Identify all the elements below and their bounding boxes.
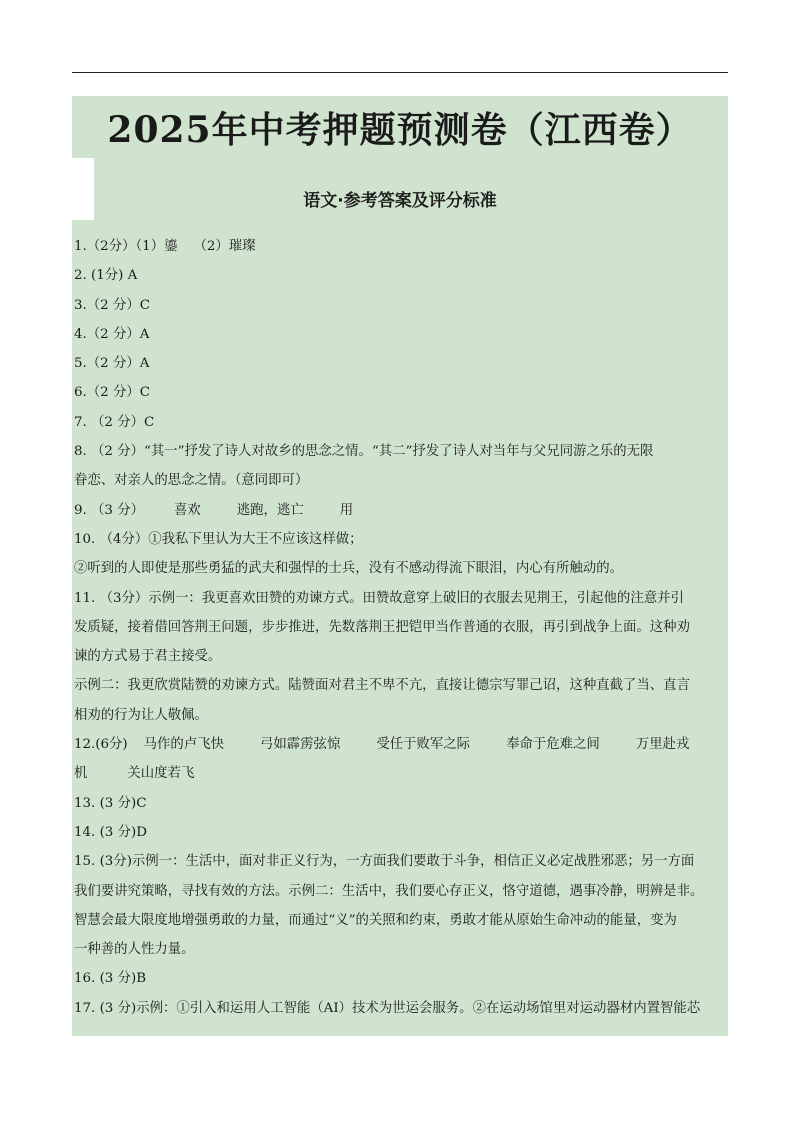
- item-number: 10.: [74, 531, 96, 547]
- item-number: 17.: [74, 1000, 96, 1016]
- item-answer-line: 示例：①引入和运用人工智能（AI）技术为世运会服务。②在运动场馆里对运动器材内置智能芯: [136, 1000, 701, 1016]
- answer-item-11: [74, 584, 726, 613]
- answer-item-1: [74, 232, 726, 261]
- item-answer-line: 我们要讲究策略，寻找有效的方法。示例二：生活中，我们要心存正义，恪守道德，遇事冷静，明辨是非。: [74, 883, 704, 899]
- answer-item-17: [74, 994, 726, 1023]
- item-number: 16.: [74, 971, 96, 987]
- item-score: （4分）: [99, 531, 149, 547]
- answer-list: [74, 232, 726, 1023]
- item-answer: 受任于败军之际: [376, 737, 471, 753]
- item-number: 2.: [74, 268, 87, 284]
- item-answer: 机: [74, 766, 88, 782]
- answer-item-8-cont: [74, 466, 726, 495]
- item-score: (3分): [99, 854, 132, 870]
- item-answer: D: [136, 824, 147, 840]
- answer-item-15-cont: [74, 935, 726, 964]
- item-number: 7.: [74, 414, 87, 430]
- answer-item-11-cont: [74, 613, 726, 642]
- answer-item-12: [74, 730, 726, 759]
- item-answer-line: 一种善的人性力量。: [74, 942, 195, 958]
- item-score: （3分）: [99, 590, 149, 606]
- item-number: 14.: [74, 824, 96, 840]
- item-score: (3 分): [99, 824, 137, 840]
- answer-item-3: [74, 291, 726, 320]
- item-score: （3 分）: [91, 502, 144, 518]
- item-answer: 奉命于危难之间: [506, 737, 600, 753]
- item-score: (3 分): [99, 971, 137, 987]
- item-answer: 喜欢: [174, 502, 201, 518]
- answer-item-8: [74, 437, 726, 466]
- answer-item-7: [74, 408, 726, 437]
- answer-item-9: [74, 496, 726, 525]
- item-answer: 用: [339, 502, 354, 518]
- item-score: （2分）: [86, 239, 136, 254]
- item-number: 3.: [74, 297, 87, 313]
- item-number: 4.: [74, 326, 87, 342]
- item-score: (1分): [91, 268, 124, 284]
- item-answer: A: [127, 268, 138, 284]
- item-score: （2 分）: [91, 444, 144, 460]
- answer-item-14: [74, 818, 726, 847]
- page-title: 2025年中考押题预测卷（江西卷）: [107, 109, 693, 151]
- item-number: 8.: [74, 444, 87, 460]
- page-subtitle: 语文·参考答案及评分标准: [303, 191, 497, 211]
- item-number: 11.: [74, 590, 96, 606]
- item-answer: 关山度若飞: [127, 766, 195, 782]
- item-answer-line: 示例二：我更欣赏陆赞的劝谏方式。陆赞面对君主不卑不亢，直接让德宗写罪己诏，这种直截了当、直言: [74, 678, 690, 694]
- item-answer-line: 示例一：生活中，面对非正义行为，一方面我们要敢于斗争，相信正义必定战胜邪恶；另一方面: [131, 854, 695, 870]
- answer-item-4: [74, 320, 726, 349]
- answer-item-13: [74, 789, 726, 818]
- item-score: (3 分): [99, 795, 137, 811]
- item-answer-line: 智慧会最大限度地增强勇敢的力量，而通过“义”的关照和约束，勇敢才能从原始生命冲动的能量，变为: [74, 912, 677, 928]
- item-number: 13.: [74, 795, 96, 811]
- item-score: （2 分）: [86, 356, 140, 372]
- item-answer-line: “其一”抒发了诗人对故乡的思念之情。“其二”抒发了诗人对当年与父兄同游之乐的无限: [144, 444, 654, 460]
- item-answer: （2）璀璨: [193, 239, 256, 254]
- item-answer: A: [139, 326, 150, 342]
- answer-item-2: [74, 261, 726, 290]
- item-score: （2 分）: [91, 414, 144, 430]
- item-number: 1.: [74, 239, 87, 254]
- item-score: （2 分）: [86, 326, 140, 342]
- answer-item-15: [74, 847, 726, 876]
- item-answer: 万里赴戎: [635, 737, 690, 753]
- answer-item-11-cont: [74, 671, 726, 700]
- answer-item-16: [74, 964, 726, 993]
- item-answer-line: 发质疑，接着借回答荆王问题，步步推进，先数落荆王把铠甲当作普通的衣服，再引到战争上面。这种劝: [74, 619, 690, 635]
- answer-item-5: [74, 349, 726, 378]
- item-answer: C: [139, 297, 150, 313]
- item-answer-line: 谏的方式易于君主接受。: [74, 649, 222, 665]
- item-answer-line: ①我私下里认为大王不应该这样做；: [148, 531, 363, 547]
- answer-item-10: [74, 525, 726, 554]
- item-score: (3 分): [99, 1000, 137, 1016]
- top-rule: [72, 72, 728, 73]
- item-answer-line: ②听到的人即使是那些勇猛的武夫和强悍的士兵，没有不感动得流下眼泪，内心有所触动的。: [74, 561, 624, 577]
- item-score: （2 分）: [86, 385, 140, 401]
- item-answer: （1）鎏: [135, 239, 178, 254]
- item-answer: C: [144, 414, 155, 430]
- item-answer-line: 眷恋、对亲人的思念之情。（意同即可）: [74, 473, 309, 489]
- item-score: （2 分）: [86, 297, 140, 313]
- answer-item-11-cont: [74, 642, 726, 671]
- item-answer-line: 示例一：我更喜欢田赞的劝谏方式。田赞故意穿上破旧的衣服去见荆王，引起他的注意并引: [148, 590, 684, 606]
- item-answer: 马作的卢飞快: [143, 737, 224, 753]
- item-number: 9.: [74, 502, 87, 518]
- item-answer: B: [136, 971, 147, 987]
- item-answer-line: 相劝的行为让人敬佩。: [74, 707, 208, 723]
- item-answer: C: [136, 795, 147, 811]
- item-answer: 逃跑，逃亡: [236, 502, 304, 518]
- answer-item-12-cont: [74, 759, 726, 788]
- item-answer: 弓如霹雳弦惊: [260, 737, 341, 753]
- item-score: (6分): [95, 737, 128, 753]
- item-answer: A: [139, 356, 150, 372]
- answer-item-6: [74, 378, 726, 407]
- answer-item-15-cont: [74, 877, 726, 906]
- answer-item-10-cont: [74, 554, 726, 583]
- item-number: 5.: [74, 356, 87, 372]
- item-number: 15.: [74, 854, 96, 870]
- answer-item-11-cont: [74, 701, 726, 730]
- item-number: 12.: [74, 737, 96, 753]
- answer-item-15-cont: [74, 906, 726, 935]
- item-answer: C: [139, 385, 150, 401]
- item-number: 6.: [74, 385, 87, 401]
